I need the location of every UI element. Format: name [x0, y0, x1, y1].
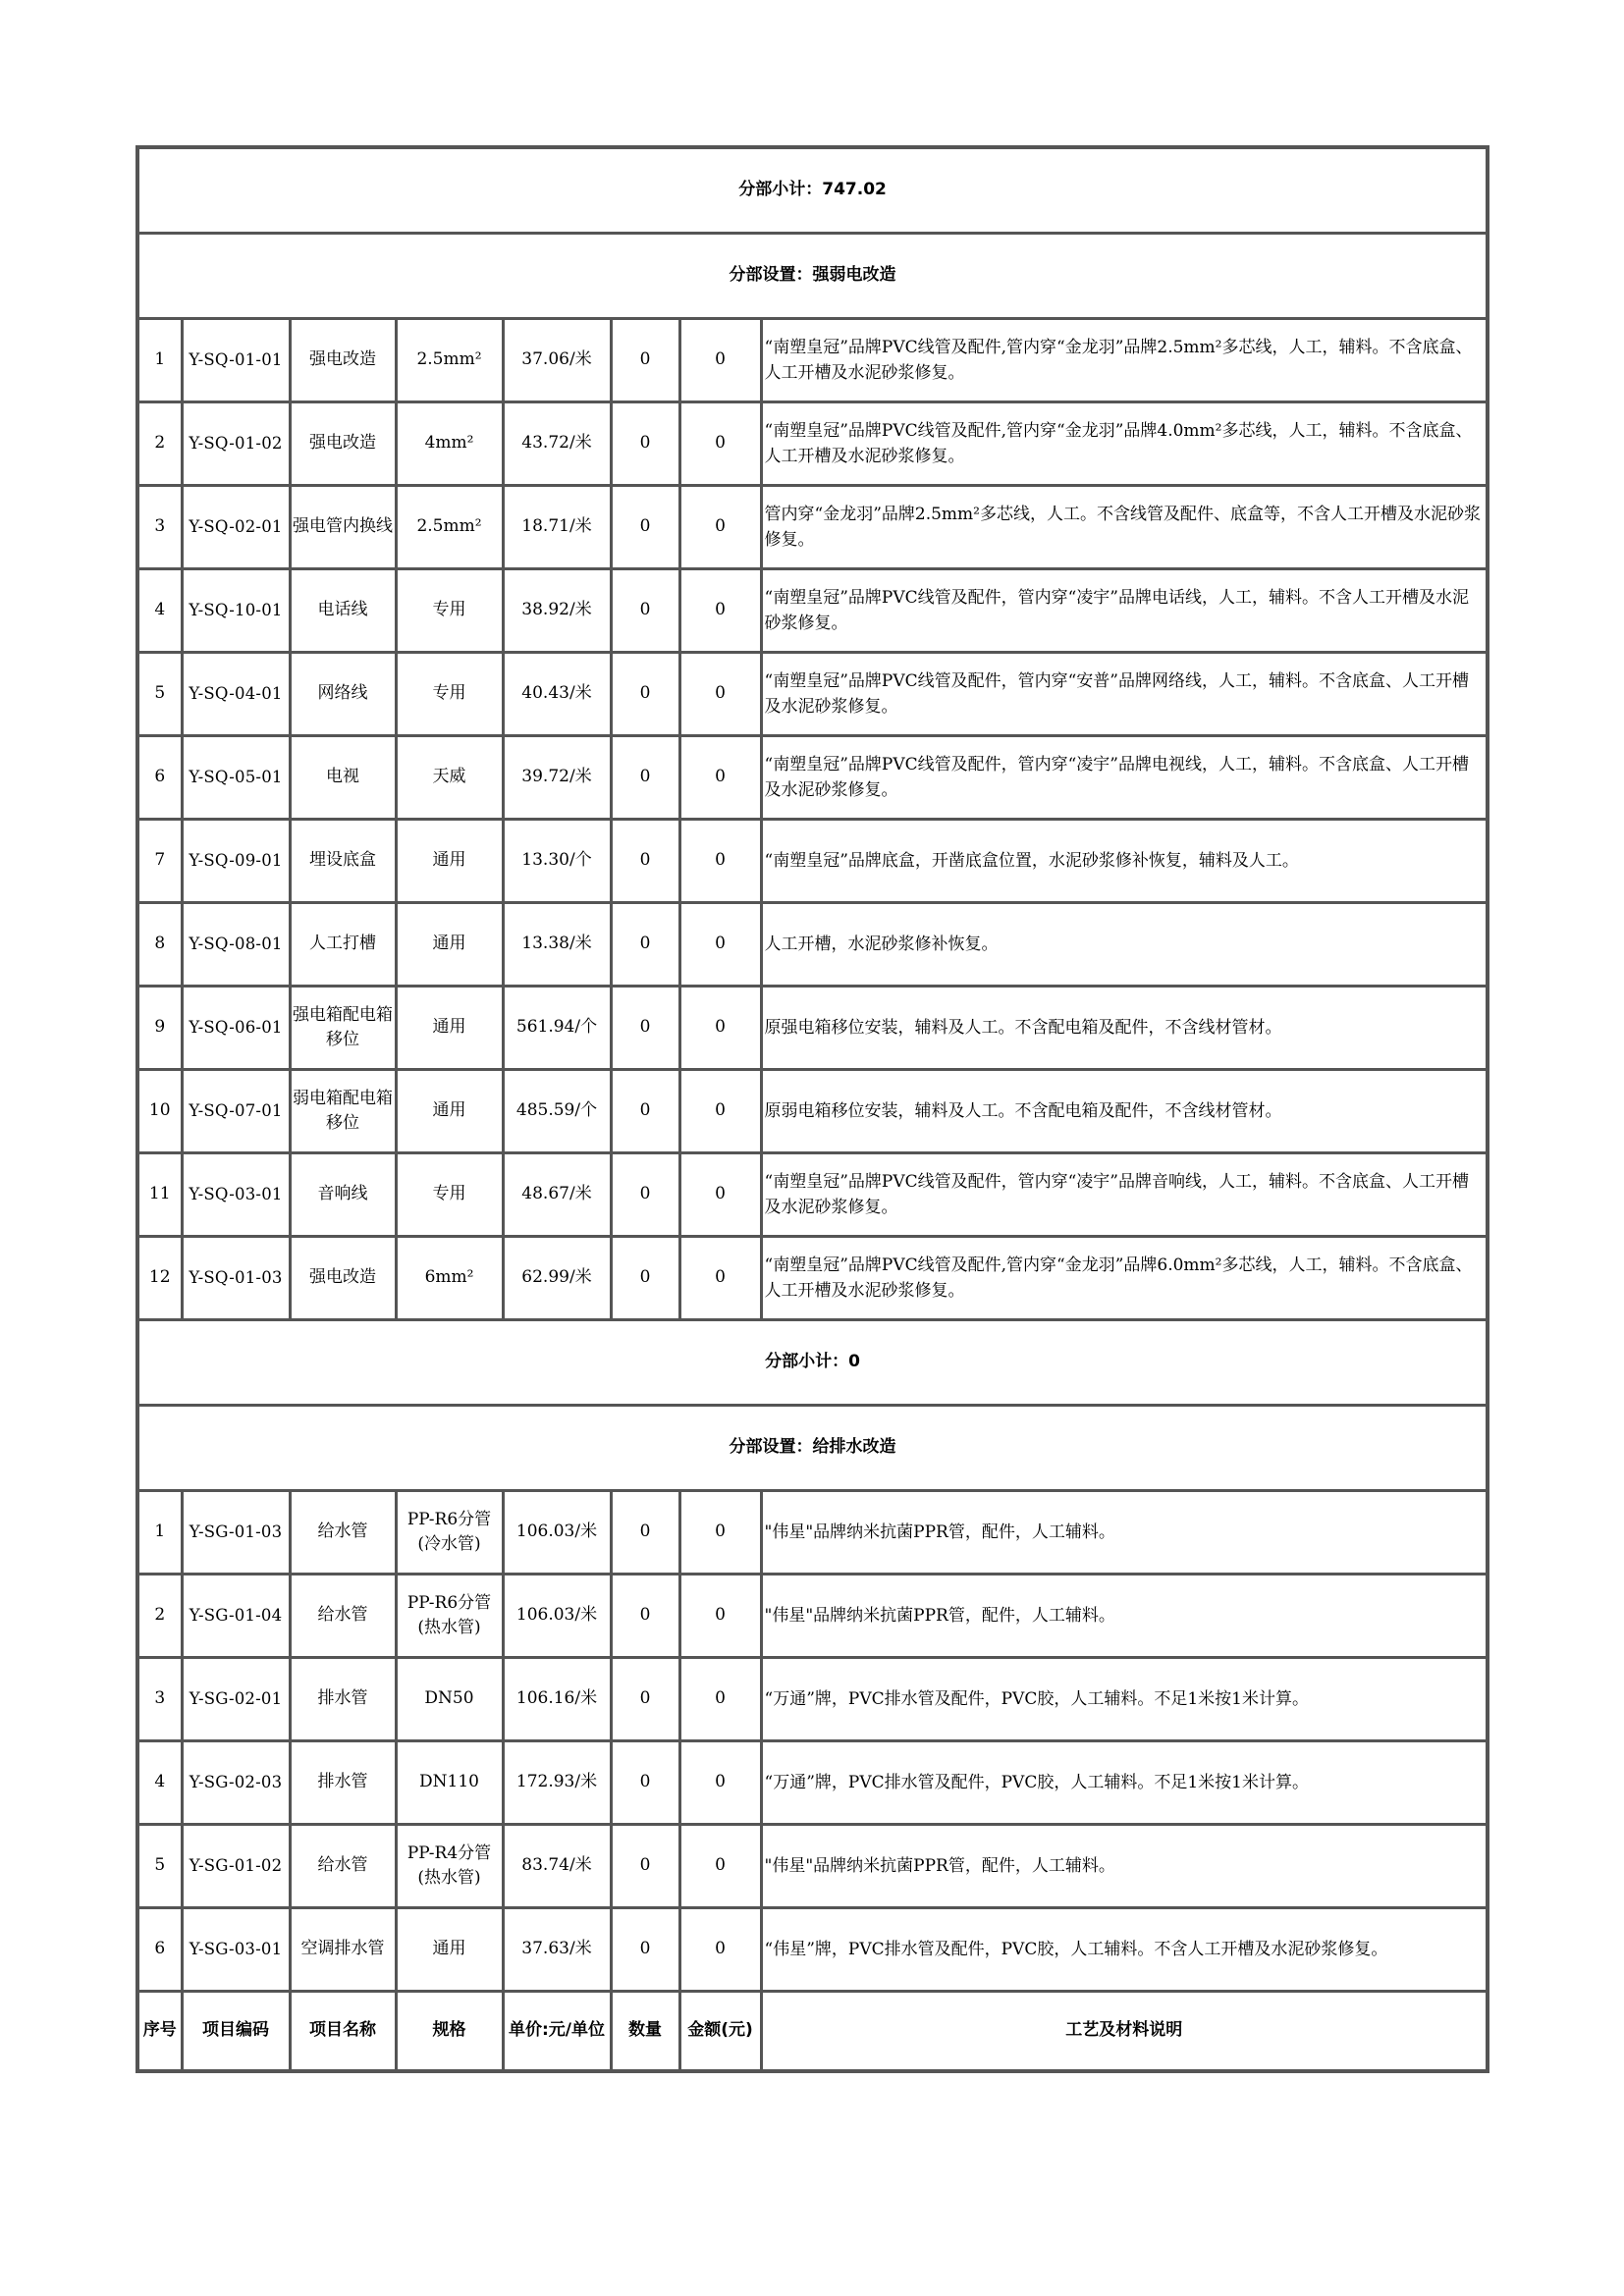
cell-no: 2 [137, 1575, 182, 1658]
cell-spec: 专用 [396, 653, 503, 736]
cell-desc: “南塑皇冠”品牌PVC线管及配件，管内穿“凌宇”品牌音响线，人工，辅料。不含底盒、人工开槽及水泥砂浆修复。 [761, 1153, 1488, 1237]
cell-name: 电视 [290, 736, 396, 820]
cell-name: 弱电箱配电箱移位 [290, 1070, 396, 1153]
cell-qty: 0 [611, 903, 679, 987]
cell-desc: "伟星"品牌纳米抗菌PPR管，配件，人工辅料。 [761, 1825, 1488, 1908]
cell-price: 37.06/米 [503, 319, 611, 402]
section-title-strong-weak: 分部设置：强弱电改造 [137, 234, 1488, 319]
table-row [137, 1575, 1488, 1658]
cell-code: Y-SQ-04-01 [182, 653, 290, 736]
cell-desc: "伟星"品牌纳米抗菌PPR管，配件，人工辅料。 [761, 1575, 1488, 1658]
table-row [137, 402, 1488, 486]
table-row [137, 1237, 1488, 1320]
header-no: 序号 [137, 1992, 182, 2072]
cell-name: 强电改造 [290, 319, 396, 402]
cell-price: 561.94/个 [503, 987, 611, 1070]
cell-name: 强电改造 [290, 1237, 396, 1320]
cell-code: Y-SQ-02-01 [182, 486, 290, 569]
table-row [137, 569, 1488, 653]
cell-price: 38.92/米 [503, 569, 611, 653]
cell-amount: 0 [679, 1908, 761, 1992]
cell-spec: DN50 [396, 1658, 503, 1741]
cell-qty: 0 [611, 820, 679, 903]
header-row [137, 1992, 1488, 2072]
cell-spec: 通用 [396, 1070, 503, 1153]
cell-qty: 0 [611, 1575, 679, 1658]
cell-code: Y-SG-02-01 [182, 1658, 290, 1741]
cell-price: 106.03/米 [503, 1575, 611, 1658]
cell-code: Y-SG-01-02 [182, 1825, 290, 1908]
cell-no: 7 [137, 820, 182, 903]
table-row [137, 486, 1488, 569]
cell-amount: 0 [679, 569, 761, 653]
cell-no: 6 [137, 1908, 182, 1992]
header-code: 项目编码 [182, 1992, 290, 2072]
table-row [137, 1153, 1488, 1237]
cell-spec: DN110 [396, 1741, 503, 1825]
cell-amount: 0 [679, 319, 761, 402]
cell-desc: “南塑皇冠”品牌PVC线管及配件,管内穿“金龙羽”品牌4.0mm²多芯线，人工，辅料。不含底盒、人工开槽及水泥砂浆修复。 [761, 402, 1488, 486]
cell-price: 106.16/米 [503, 1658, 611, 1741]
cell-no: 11 [137, 1153, 182, 1237]
section-row [137, 234, 1488, 319]
cell-name: 强电管内换线 [290, 486, 396, 569]
cell-code: Y-SQ-03-01 [182, 1153, 290, 1237]
cell-qty: 0 [611, 736, 679, 820]
cell-desc: 管内穿“金龙羽”品牌2.5mm²多芯线，人工。不含线管及配件、底盒等，不含人工开槽及水泥砂浆修复。 [761, 486, 1488, 569]
cell-spec: 通用 [396, 987, 503, 1070]
cell-spec: 通用 [396, 820, 503, 903]
table-row [137, 1825, 1488, 1908]
cell-code: Y-SG-01-03 [182, 1491, 290, 1575]
cell-qty: 0 [611, 319, 679, 402]
cell-qty: 0 [611, 1070, 679, 1153]
cell-code: Y-SQ-01-03 [182, 1237, 290, 1320]
cell-price: 43.72/米 [503, 402, 611, 486]
header-price: 单价:元/单位 [503, 1992, 611, 2072]
subtotal-row [137, 147, 1488, 234]
cell-spec: 2.5mm² [396, 486, 503, 569]
cell-price: 62.99/米 [503, 1237, 611, 1320]
cell-price: 39.72/米 [503, 736, 611, 820]
cell-desc: “南塑皇冠”品牌PVC线管及配件,管内穿“金龙羽”品牌6.0mm²多芯线，人工，辅料。不含底盒、人工开槽及水泥砂浆修复。 [761, 1237, 1488, 1320]
cell-amount: 0 [679, 1491, 761, 1575]
cell-amount: 0 [679, 1658, 761, 1741]
cell-amount: 0 [679, 1153, 761, 1237]
cell-code: Y-SG-03-01 [182, 1908, 290, 1992]
cell-name: 排水管 [290, 1741, 396, 1825]
quotation-table [135, 145, 1489, 2073]
cell-no: 5 [137, 653, 182, 736]
cell-desc: “万通”牌，PVC排水管及配件，PVC胶，人工辅料。不足1米按1米计算。 [761, 1741, 1488, 1825]
cell-code: Y-SQ-06-01 [182, 987, 290, 1070]
cell-code: Y-SQ-05-01 [182, 736, 290, 820]
header-amount: 金额(元) [679, 1992, 761, 2072]
cell-name: 给水管 [290, 1491, 396, 1575]
cell-no: 1 [137, 319, 182, 402]
subtotal-strong-weak: 分部小计：0 [137, 1320, 1488, 1406]
cell-price: 37.63/米 [503, 1908, 611, 1992]
section-title-water: 分部设置：给排水改造 [137, 1406, 1488, 1491]
cell-price: 172.93/米 [503, 1741, 611, 1825]
table-row [137, 319, 1488, 402]
cell-amount: 0 [679, 653, 761, 736]
cell-desc: “南塑皇冠”品牌PVC线管及配件,管内穿“金龙羽”品牌2.5mm²多芯线，人工，辅料。不含底盒、人工开槽及水泥砂浆修复。 [761, 319, 1488, 402]
cell-no: 4 [137, 1741, 182, 1825]
table-row [137, 987, 1488, 1070]
cell-desc: 人工开槽，水泥砂浆修补恢复。 [761, 903, 1488, 987]
cell-no: 3 [137, 486, 182, 569]
cell-name: 给水管 [290, 1825, 396, 1908]
table-row [137, 1658, 1488, 1741]
cell-no: 8 [137, 903, 182, 987]
cell-spec: PP-R6分管(冷水管) [396, 1491, 503, 1575]
cell-no: 3 [137, 1658, 182, 1741]
cell-price: 13.38/米 [503, 903, 611, 987]
header-spec: 规格 [396, 1992, 503, 2072]
cell-code: Y-SG-01-04 [182, 1575, 290, 1658]
cell-no: 5 [137, 1825, 182, 1908]
cell-amount: 0 [679, 486, 761, 569]
cell-amount: 0 [679, 1237, 761, 1320]
cell-code: Y-SQ-10-01 [182, 569, 290, 653]
cell-qty: 0 [611, 1237, 679, 1320]
cell-name: 排水管 [290, 1658, 396, 1741]
cell-code: Y-SQ-08-01 [182, 903, 290, 987]
table-row [137, 903, 1488, 987]
cell-price: 40.43/米 [503, 653, 611, 736]
cell-desc: 原强电箱移位安装，辅料及人工。不含配电箱及配件，不含线材管材。 [761, 987, 1488, 1070]
cell-spec: 专用 [396, 569, 503, 653]
cell-name: 网络线 [290, 653, 396, 736]
table-row [137, 1491, 1488, 1575]
cell-spec: 通用 [396, 903, 503, 987]
cell-desc: “万通”牌，PVC排水管及配件，PVC胶，人工辅料。不足1米按1米计算。 [761, 1658, 1488, 1741]
cell-code: Y-SQ-07-01 [182, 1070, 290, 1153]
cell-no: 12 [137, 1237, 182, 1320]
cell-desc: “伟星”牌，PVC排水管及配件，PVC胶，人工辅料。不含人工开槽及水泥砂浆修复。 [761, 1908, 1488, 1992]
cell-code: Y-SQ-01-02 [182, 402, 290, 486]
cell-spec: PP-R6分管(热水管) [396, 1575, 503, 1658]
section-row [137, 1406, 1488, 1491]
cell-spec: 专用 [396, 1153, 503, 1237]
table-row [137, 736, 1488, 820]
cell-spec: 通用 [396, 1908, 503, 1992]
cell-no: 2 [137, 402, 182, 486]
table-row [137, 820, 1488, 903]
cell-spec: 天威 [396, 736, 503, 820]
cell-no: 9 [137, 987, 182, 1070]
cell-desc: “南塑皇冠”品牌PVC线管及配件，管内穿“凌宇”品牌电话线，人工，辅料。不含人工开槽及水泥砂浆修复。 [761, 569, 1488, 653]
cell-price: 13.30/个 [503, 820, 611, 903]
cell-qty: 0 [611, 1491, 679, 1575]
cell-amount: 0 [679, 736, 761, 820]
cell-code: Y-SQ-09-01 [182, 820, 290, 903]
cell-name: 给水管 [290, 1575, 396, 1658]
header-name: 项目名称 [290, 1992, 396, 2072]
cell-name: 人工打槽 [290, 903, 396, 987]
cell-qty: 0 [611, 402, 679, 486]
cell-no: 10 [137, 1070, 182, 1153]
cell-name: 音响线 [290, 1153, 396, 1237]
cell-name: 埋设底盒 [290, 820, 396, 903]
cell-price: 83.74/米 [503, 1825, 611, 1908]
subtotal-row [137, 1320, 1488, 1406]
cell-name: 强电改造 [290, 402, 396, 486]
table-row [137, 1908, 1488, 1992]
cell-code: Y-SG-02-03 [182, 1741, 290, 1825]
cell-code: Y-SQ-01-01 [182, 319, 290, 402]
cell-spec: 4mm² [396, 402, 503, 486]
cell-amount: 0 [679, 1575, 761, 1658]
subtotal-top: 分部小计：747.02 [137, 147, 1488, 234]
cell-price: 485.59/个 [503, 1070, 611, 1153]
cell-qty: 0 [611, 1658, 679, 1741]
cell-spec: PP-R4分管(热水管) [396, 1825, 503, 1908]
header-qty: 数量 [611, 1992, 679, 2072]
table-row [137, 653, 1488, 736]
cell-amount: 0 [679, 903, 761, 987]
cell-name: 电话线 [290, 569, 396, 653]
cell-qty: 0 [611, 486, 679, 569]
cell-desc: “南塑皇冠”品牌PVC线管及配件，管内穿“凌宇”品牌电视线，人工，辅料。不含底盒、人工开槽及水泥砂浆修复。 [761, 736, 1488, 820]
cell-qty: 0 [611, 1153, 679, 1237]
cell-no: 1 [137, 1491, 182, 1575]
cell-qty: 0 [611, 653, 679, 736]
cell-desc: “南塑皇冠”品牌底盒，开凿底盒位置，水泥砂浆修补恢复，辅料及人工。 [761, 820, 1488, 903]
table-row [137, 1741, 1488, 1825]
cell-amount: 0 [679, 402, 761, 486]
cell-desc: "伟星"品牌纳米抗菌PPR管，配件，人工辅料。 [761, 1491, 1488, 1575]
table-row [137, 1070, 1488, 1153]
cell-amount: 0 [679, 1825, 761, 1908]
cell-qty: 0 [611, 1908, 679, 1992]
cell-qty: 0 [611, 987, 679, 1070]
cell-qty: 0 [611, 1741, 679, 1825]
cell-no: 6 [137, 736, 182, 820]
cell-spec: 6mm² [396, 1237, 503, 1320]
cell-desc: “南塑皇冠”品牌PVC线管及配件，管内穿“安普”品牌网络线，人工，辅料。不含底盒、人工开槽及水泥砂浆修复。 [761, 653, 1488, 736]
cell-price: 106.03/米 [503, 1491, 611, 1575]
cell-amount: 0 [679, 1070, 761, 1153]
cell-qty: 0 [611, 1825, 679, 1908]
cell-spec: 2.5mm² [396, 319, 503, 402]
cell-amount: 0 [679, 1741, 761, 1825]
cell-no: 4 [137, 569, 182, 653]
cell-price: 18.71/米 [503, 486, 611, 569]
cell-name: 强电箱配电箱移位 [290, 987, 396, 1070]
cell-desc: 原弱电箱移位安装，辅料及人工。不含配电箱及配件，不含线材管材。 [761, 1070, 1488, 1153]
cell-price: 48.67/米 [503, 1153, 611, 1237]
header-desc: 工艺及材料说明 [761, 1992, 1488, 2072]
cell-amount: 0 [679, 987, 761, 1070]
cell-amount: 0 [679, 820, 761, 903]
cell-name: 空调排水管 [290, 1908, 396, 1992]
cell-qty: 0 [611, 569, 679, 653]
